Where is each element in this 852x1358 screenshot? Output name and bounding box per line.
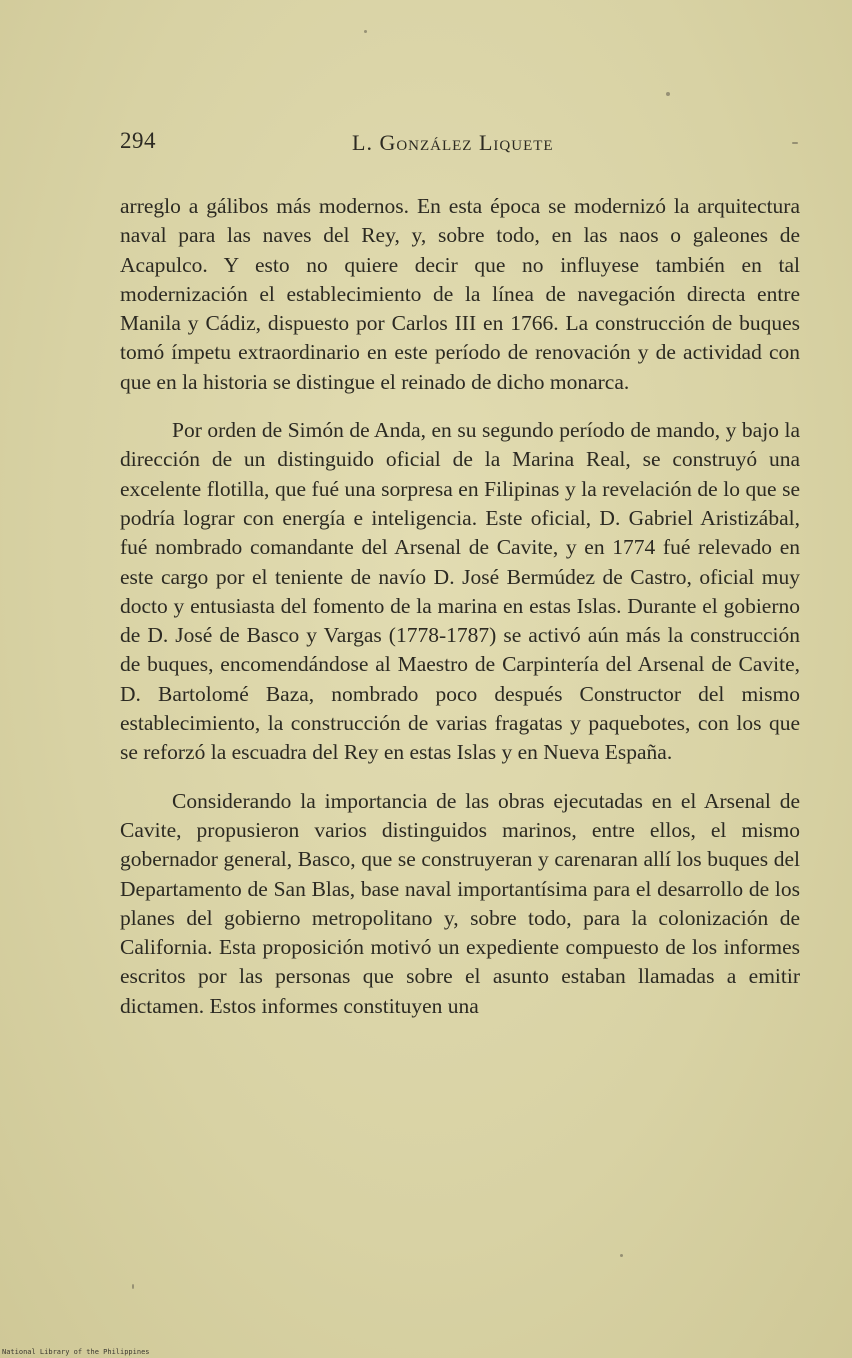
running-head: [120, 128, 800, 164]
ink-speck: [666, 92, 670, 96]
body-text: [120, 192, 800, 1021]
page-number: 294: [120, 128, 156, 153]
paragraph-2: Por orden de Simón de Anda, en su segundo período de mando, y bajo la dirección de un distinguido oficial de la Marina Real, se construyó una excelente flotilla, que fué una sorpresa en Filipinas y la revelación de lo que se podría lograr con energía e inteligencia. Este oficial, D. Gabriel Aristizábal, fué nombrado comandante del Arsenal de Cavite, y en 1774 fué relevado en este cargo por el teniente de navío D. José Bermúdez de Castro, oficial muy docto y entusiasta del fomento de la marina en estas Islas. Durante el gobierno de D. José de Basco y Vargas (1778-1787) se activó aún más la construcción de buques, encomendándose al Maestro de Carpintería del Arsenal de Cavite, D. Bartolomé Baza, nombrado poco después Constructor del mismo establecimiento, la construcción de varias fragatas y paquebotes, con los que se reforzó la escuadra del Rey en estas Islas y en Nueva España.: [120, 418, 800, 765]
paragraph-1: arreglo a gálibos más modernos. En esta época se modernizó la arquitectura naval para las naves del Rey, y, sobre todo, en las naos o galeones de Acapulco. Y esto no quiere decir que no influyese también en tal modernización el establecimiento de la línea de navegación directa entre Manila y Cádiz, dispuesto por Carlos III en 1766. La construcción de buques tomó ímpetu extraordinario en este período de renovación y de actividad con que en la historia se distingue el reinado de dicho monarca.: [120, 194, 800, 394]
ink-speck: [620, 1254, 623, 1257]
ink-speck: [132, 1284, 134, 1289]
paragraph-3: Considerando la importancia de las obras ejecutadas en el Arsenal de Cavite, propusieron varios distinguidos marinos, entre ellos, el mismo gobernador general, Basco, que se construyeran y carenaran allí los buques del Departamento de San Blas, base naval importantísima para el desarrollo de los planes del gobierno metropolitano y, sobre todo, para la colonización de California. Esta proposición motivó un expediente compuesto de los informes escritos por las personas que sobre el asunto estaban llamadas a emitir dictamen. Estos informes constituyen una: [120, 788, 800, 1018]
ink-speck: [364, 30, 367, 33]
running-title: L. González Liquete: [352, 130, 554, 155]
library-credit: National Library of the Philippines: [2, 1348, 150, 1356]
